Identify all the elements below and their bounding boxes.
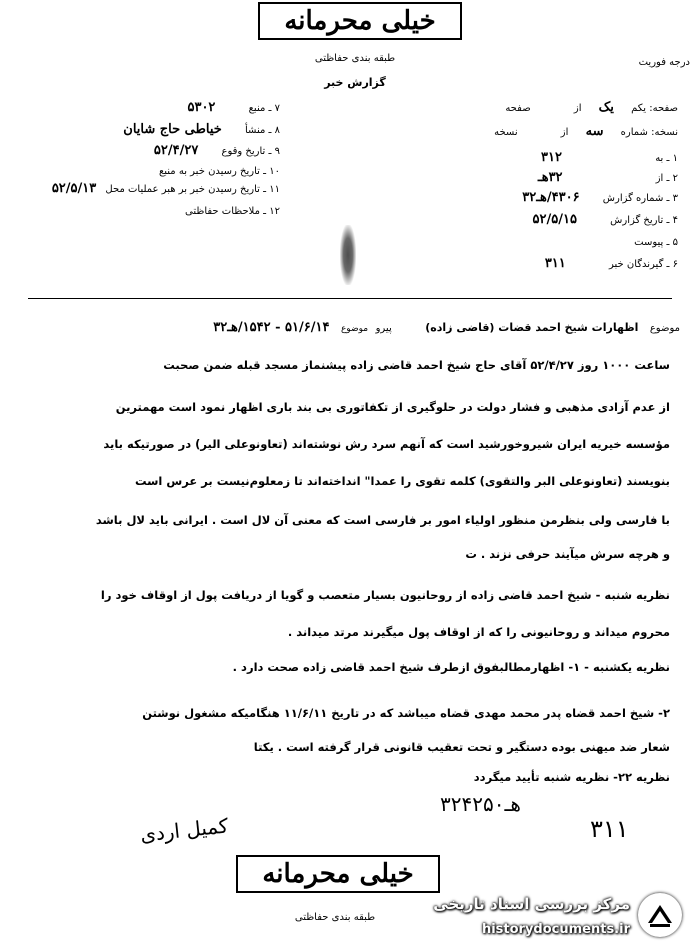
field-ops-receipt-date <box>2 181 280 196</box>
handwritten-file-number: ۳۲هـ۴۲۵۰ <box>440 792 521 816</box>
field-value: ۳۱۱ <box>544 256 566 271</box>
reference-value: ۵۱/۶/۱۴ - ۱۵۴۲/هـ۳۲ <box>213 320 330 335</box>
field-value: ۳۲هـ <box>537 170 563 185</box>
field-label: ۲ ـ از <box>655 173 678 184</box>
signature: کمیل اردی <box>138 813 230 847</box>
body-line: نظریه یکشنبه - ۱- اظهارمطالبفوق ازطرف شیخ احمد قاضی زاده صحت دارد . <box>232 660 670 674</box>
top-classification-label: طبقه بندی حفاظتی <box>314 53 396 64</box>
subject-label: موضوع <box>649 323 680 334</box>
field-label: ۱۱ ـ تاریخ رسیدن خبر بر هبر عملیات محل <box>105 184 280 195</box>
field-value: سه <box>585 124 604 139</box>
field-event-date <box>30 143 280 158</box>
field-middle: از <box>560 127 569 138</box>
field-attachment <box>438 234 678 249</box>
field-label: ۴ ـ تاریخ گزارش <box>610 215 678 226</box>
field-copy <box>438 124 678 139</box>
field-value: یک <box>598 100 614 115</box>
field-value: ۵۲/۵/۱۵ <box>532 212 577 227</box>
body-line: با فارسی ولی بنظرمن منظور اولیاء امور بر فارسی است که معنی آن لال است . ایرانی باید لال باشد <box>95 513 670 527</box>
ink-mark <box>340 225 356 285</box>
body-line: ۲- شیخ احمد قضاه پدر محمد مهدی قضاه میباشد که در تاریخ ۱۱/۶/۱۱ هنگامیکه مشغول نوشتن <box>142 706 670 720</box>
body-line: از عدم آزادی مذهبی و فشار دولت در حلوگیری از تکفاتوری بی بند باری اظهار نمود است مهمترین <box>115 400 670 414</box>
field-value: ۵۳۰۲ <box>187 100 216 115</box>
body-line: نظریه شنبه - شیخ احمد قاضی زاده از روحانیون بسیار متعصب و گویا از دریافت پول از اوقاف خود را <box>100 588 670 602</box>
field-label: ۸ ـ منشأ <box>244 125 280 136</box>
body-line: نظریه ۲۲- نظریه شنبه تأیید میگردد <box>473 770 670 784</box>
field-source-receipt-date <box>30 163 280 178</box>
book-icon <box>638 893 682 937</box>
field-recipients <box>438 256 678 271</box>
body-line: ساعت ۱۰۰۰ روز ۵۲/۴/۲۷ آقای حاج شیخ احمد قاضی زاده پیشنماز مسجد قبله ضمن صحبت <box>163 358 670 372</box>
field-label: ۶ ـ گیرندگان خبر <box>608 259 678 270</box>
field-label: ۱۰ ـ تاریخ رسیدن خبر به منبع <box>158 166 280 177</box>
field-report-date <box>438 212 678 227</box>
field-label: ۱۲ ـ ملاحظات حفاظتی <box>185 206 280 217</box>
subject-text: اظهارات شیخ احمد قضات (قاضی زاده) <box>425 321 639 334</box>
watermark-logo-icon <box>638 893 682 937</box>
field-from <box>438 170 678 185</box>
field-label: ۳ ـ شماره گزارش <box>602 193 678 204</box>
field-source <box>30 100 280 115</box>
field-label: نسخه: شماره <box>620 127 678 138</box>
body-line: شعار ضد میهنی بوده دستگیر و تحت تعقیب قانونی قرار گرفته است . یکتا <box>253 740 670 754</box>
watermark-title: مرکز بررسی اسناد تاریخی <box>433 895 630 913</box>
header-divider <box>28 298 672 299</box>
body-line: و هرچه سرش میآیند حرفی نزند . ت <box>465 547 670 561</box>
field-origin <box>30 122 280 137</box>
reference-label: پیرو <box>375 323 392 334</box>
bottom-classification-label: طبقه بندی حفاظتی <box>294 912 376 923</box>
body-line: بنویسند (تعاونوعلی البر والتقوی) کلمه تقوی را عمدا" انداخته‌اند تا زمعلوم‌نیست بر عرس است <box>134 474 670 488</box>
field-label: ۱ ـ به <box>655 153 678 164</box>
field-suffix: نسخه <box>494 127 518 138</box>
field-value: ۵۲/۵/۱۳ <box>51 181 97 196</box>
body-line: مؤسسه خیریه ایران شیروخورشید است که آنهم سرد رش نوشته‌اند (تعاونوعلی الیر) در صورتیکه باید <box>103 437 670 451</box>
handwritten-recipient-code: ۳۱۱ <box>590 815 629 843</box>
urgency-label: درجه فوریت <box>638 57 690 68</box>
field-label: ۵ ـ پیوست <box>634 237 678 248</box>
reference-mark: موضوع <box>340 324 369 334</box>
field-value: خیاطی حاج شایان <box>123 122 222 137</box>
field-suffix: صفحه <box>505 103 531 114</box>
field-security-notes <box>30 203 280 218</box>
report-type-title: گزارش خبر <box>324 76 386 89</box>
field-label: صفحه: یکم <box>631 103 678 114</box>
field-value: ۵۲/۴/۲۷ <box>153 143 199 158</box>
field-value: ۴۳۰۶/هـ۳۲ <box>522 190 580 205</box>
field-label: ۷ ـ منبع <box>248 103 280 114</box>
field-report-number <box>438 190 678 205</box>
top-classification-stamp: خیلی محرمانه <box>258 2 462 40</box>
watermark-url: historydocuments.ir <box>481 922 630 937</box>
field-middle: از <box>573 103 582 114</box>
body-line: محروم میداند و روحانیونی را که از اوقاف پول میگیرند مرتد میداند . <box>287 625 670 639</box>
field-value: ۳۱۲ <box>541 150 562 165</box>
field-to <box>438 150 678 165</box>
bottom-classification-stamp: خیلی محرمانه <box>236 855 440 893</box>
field-page <box>438 100 678 115</box>
field-label: ۹ ـ تاریخ وقوع <box>221 146 280 157</box>
subject-line <box>40 320 680 335</box>
